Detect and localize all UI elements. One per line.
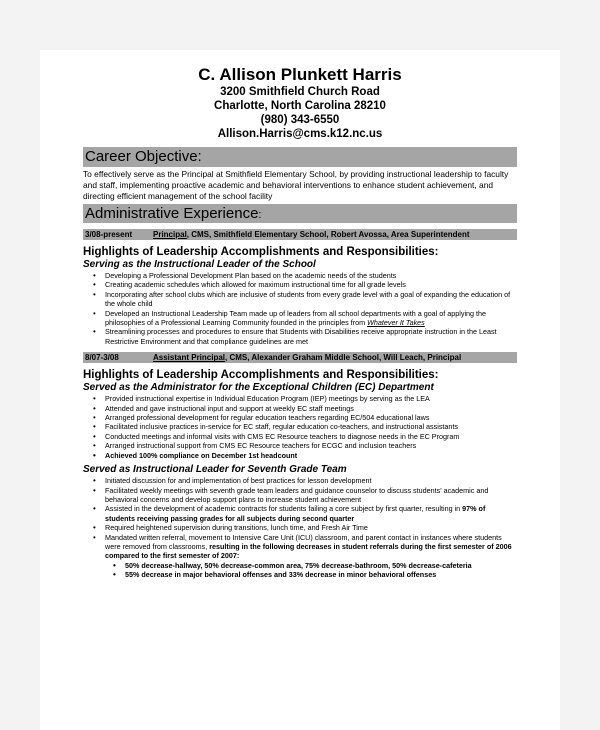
job-principal-bar: [83, 229, 517, 240]
list-item: • Provided instructional expertise in Individual Education Program (IEP) meetings by serving as the LEA: [105, 394, 517, 403]
applicant-name: C. Allison Plunkett Harris: [198, 65, 402, 84]
list-item: [105, 533, 517, 561]
resume-page: [40, 50, 560, 730]
passing-grades-result: 97% of students receiving passing grades for all subjects during second quarter: [105, 504, 486, 523]
written-referral-text: Mandated written referral, movement to Intensive Care Unit (ICU) classroom, and parent contact in instances where students were removed from classrooms,: [105, 532, 502, 551]
street-address: 3200 Smithfield Church Road: [220, 86, 380, 98]
career-objective-heading: Career Objective:: [83, 147, 517, 167]
list-item: • Required heightened supervision during transitions, lunch time, and Fresh Air Time: [105, 523, 517, 532]
job-assistant-principal-highlights-heading: Highlights of Leadership Accomplishments and Responsibilities:: [83, 369, 439, 382]
leadership-team-text: Developed an Instructional Leadership Team made up of leaders from all school departments with a goal of applying the philosophies of a Professional Learning Community founded in the principles from: [105, 308, 487, 328]
list-item: • 55% decrease in major behavioral offenses and 33% decrease in minor behavioral offenses: [125, 570, 517, 579]
job-principal-title: Principal: [153, 230, 187, 239]
list-item: • Streamlining processes and procedures to ensure that Students with Disabilities receive appropriate instruction in the Least Restrictive Environment and that compliance guidelines are met: [105, 327, 517, 346]
administrative-experience-colon: :: [258, 209, 262, 221]
seventh-grade-heading: Served as Instructional Leader for Seventh Grade Team: [83, 464, 347, 476]
list-item: • Creating academic schedules which allowed for maximum instructional time for all grade levels: [105, 280, 517, 289]
list-item: • Arranged professional development for regular education teachers regarding EC/504 educational laws: [105, 413, 517, 422]
list-item: [105, 309, 517, 328]
phone-number: (980) 343-6550: [260, 114, 340, 126]
job-assistant-principal-title: Assistant Principal: [153, 353, 226, 363]
list-item: • Arranged instructional support from CMS EC Resource teachers for ECGC and inclusion teachers: [105, 441, 517, 450]
job-assistant-principal-dates: 8/07-3/08: [85, 353, 119, 363]
list-item: • Achieved 100% compliance on December 1st headcount: [105, 451, 517, 460]
list-item: • Facilitated inclusive practices in-service for EC staff, regular education co-teachers, and instructional assistants: [105, 422, 517, 431]
job-assistant-principal-bar: [83, 352, 517, 363]
administrative-experience-heading: [83, 204, 517, 223]
list-item: [105, 504, 517, 523]
list-item: • Incorporating after school clubs which are inclusive of students from every grade level with a goal of expanding the education of the whole child: [105, 290, 517, 309]
job-assistant-principal-details: , CMS, Alexander Graham Middle School, Will Leach, Principal: [225, 353, 462, 363]
resume-body: [40, 65, 517, 580]
seventh-grade-bullet-list: [83, 476, 517, 579]
email-address: Allison.Harris@cms.k12.nc.us: [217, 128, 383, 140]
book-title: Whatever It Takes: [367, 318, 425, 328]
job-principal-role-heading: Serving as the Instructional Leader of the School: [83, 259, 316, 270]
city-state-zip: Charlotte, North Carolina 28210: [214, 100, 386, 112]
contact-header: [83, 65, 517, 141]
list-item: • Conducted meetings and informal visits with CMS EC Resource teachers to diagnose needs in the EC Program: [105, 432, 517, 441]
job-principal-details: , CMS, Smithfield Elementary School, Robert Avossa, Area Superintendent: [186, 230, 470, 239]
ec-department-heading: Served as the Administrator for the Exceptional Children (EC) Department: [83, 382, 434, 394]
list-item: • 50% decrease-hallway, 50% decrease-common area, 75% decrease-bathroom, 50% decrease-cafeteria: [125, 561, 517, 570]
administrative-experience-label: Administrative Experience: [85, 205, 259, 222]
job-principal-highlights-heading: Highlights of Leadership Accomplishments and Responsibilities:: [83, 246, 439, 258]
list-item: • Attended and gave instructional input and support at weekly EC staff meetings: [105, 404, 517, 413]
list-item: • Initiated discussion for and implementation of best practices for lesson development: [105, 476, 517, 485]
list-item: • Developing a Professional Development Plan based on the academic needs of the students: [105, 271, 517, 280]
ec-department-bullet-list: [83, 394, 517, 460]
job-principal-dates: 3/08-present: [85, 230, 133, 239]
job-principal-bullet-list: [83, 271, 517, 346]
career-objective-text: To effectively serve as the Principal at Smithfield Elementary School, by providing instructional leadership to faculty and staff, implementing proactive academic and behavioral interventions to enhance student achievement, and directing efficient management of the school facility: [83, 169, 509, 201]
academic-contracts-text: Assisted in the development of academic contracts for students failing a core subject by first quarter, resulting in: [105, 504, 463, 514]
referral-decrease-result: resulting in the following decreases in student referrals during the first semester of 2006 compared to the first semester of 2007:: [105, 541, 512, 561]
list-item: • Facilitated weekly meetings with seventh grade team leaders and guidance counselor to discuss students' academic and behavioral concerns and develop support plans to increase student achievement: [105, 486, 517, 505]
